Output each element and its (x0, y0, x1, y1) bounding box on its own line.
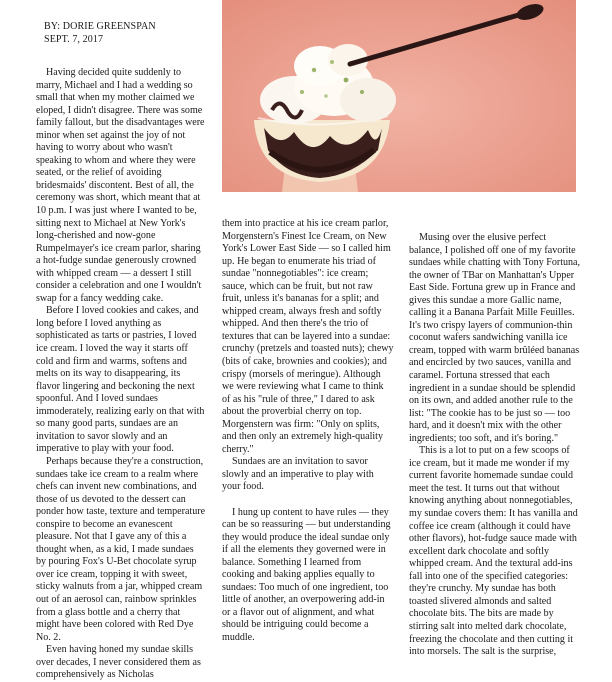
sundae-illustration (222, 0, 576, 192)
paragraph: Perhaps because they're a construction, sundaes take ice cream to a realm where chefs can invent new combinations, and those of us devoted to the dessert can ponder how taste, texture and temperature conspire to become an evanescent pleasure. Not that I gave any of this a thought when, as a kid, I made sundaes by pouring Fox's U-Bet chocolate syrup over ice cream, topping it with sweet, sticky walnuts from a jar, whipped cream out of an aerosol can, rainbow sprinkles from a glass bottle and a cherry that might have been colored with Red Dye No. 2. (36, 455, 206, 643)
author-byline: BY: DORIE GREENSPAN (44, 21, 156, 32)
paragraph: Before I loved cookies and cakes, and long before I loved anything as sophisticated as tarts or pastries, I loved ice cream. I loved the way it starts off cold and firm and warms, softens and melts on its way to disappearing, its flavor lingering and beckoning the next spoonful. And I loved sundaes immoderately, realizing early on that with so many good parts, sundaes are an invitation to savor slowly and an imperative to play with your food. (36, 305, 205, 455)
article-column-1 (36, 67, 206, 682)
paragraph: This is a lot to put on a few scoops of ice cream, but it made me wonder if my current favorite homemade sundae could meet the test. It turns out that without knowing anything about nonnegotiables, my sundae covers them: It has vanilla and coffee ice cream (although it could have other flavors), hot-fudge sauce made with excellent dark chocolate and softly whipped cream. And the textural add-ins fall into one of the specified categories: they're crunchy. My sundae has both toasted slivered almonds and salted chocolate bits. The bits are made by stirring salt into melted dark chocolate, freezing the chocolate and then cutting it into morsels. The salt is the surprise, (409, 445, 578, 658)
sundae-photo (222, 0, 576, 192)
paragraph: them into practice at his ice cream parlor, Morgenstern's Finest Ice Cream, on New York's Lower East Side — so I called him up. He began to enumerate his triad of sundae "nonnegotiables": ice cream; sauce, which can be fruit, but not raw fruit, unless it's bananas for a split; and whipped cream, always fresh and softly whipped. And then there's the trio of textures that can be layered into a sundae: crunchy (pretzels and toasted nuts); chewy (bits of cake, brownies and cookies); and crispy (morsels of meringue). Although we were reviewing what I came to think of as his "rule of three," I dared to ask about the proverbial cherry on top. Morgenstern was firm: "Only on splits, and then only an extremely high-quality cherry." (222, 218, 394, 455)
byline-block (44, 21, 156, 46)
article-column-3 (409, 232, 581, 659)
article-column-2 (222, 218, 394, 645)
paragraph: I hung up content to have rules — they can be so reassuring — but understanding they would produce the ideal sundae only if all the elements they governed were in balance. Something I learned from cooking and baking applies equally to sundaes: Too much of one ingredient, too little of another, an overpowering add-in or a flavor out of alignment, and what should be intriguing could become a muddle. (222, 506, 391, 643)
paragraph: Even having honed my sundae skills over decades, I never considered them as comprehensively as Nicholas (36, 644, 201, 681)
pull-quote: Sundaes are an invitation to savor slowly and an imperative to play with your food. (222, 456, 374, 493)
paragraph: Musing over the elusive perfect balance, I polished off one of my favorite sundaes while chatting with Tony Fortuna, the owner of TBar on Manhattan's Upper East Side. Fortuna grew up in France and gives this sundae a more Gallic name, calling it a Banana Parfait Mille Feuilles. It's two crispy layers of communion-thin coconut wafers sandwiching vanilla ice cream, topped with warm brûléed bananas and encircled by two sauces, vanilla and caramel. Fortuna stressed that each ingredient in a sundae should be splendid on its own, and added another rule to the list: "The cookie has to be just so — too hard, and it doesn't mix with the other ingredients; too soft, and it's boring." (409, 232, 581, 444)
publish-date: SEPT. 7, 2017 (44, 33, 104, 45)
paragraph: Having decided quite suddenly to marry, Michael and I had a wedding so small that when my mother claimed we eloped, I didn't disagree. There was some family fallout, but the disadvantages were minor when set against the joy of not having to worry about who wasn't speaking to whom and where they were seated, or the relief of avoiding bridesmaids' discontent. Best of all, the ceremony was short, which meant that at 10 p.m. I was just where I wanted to be, sitting next to Michael at New York's long-cherished and now-gone Rumpelmayer's ice cream parlor, sharing a hot-fudge sundae generously crowned with whipped cream — a dessert I still consider a celebration and one I wouldn't swap for a fancy wedding cake. (36, 67, 205, 304)
